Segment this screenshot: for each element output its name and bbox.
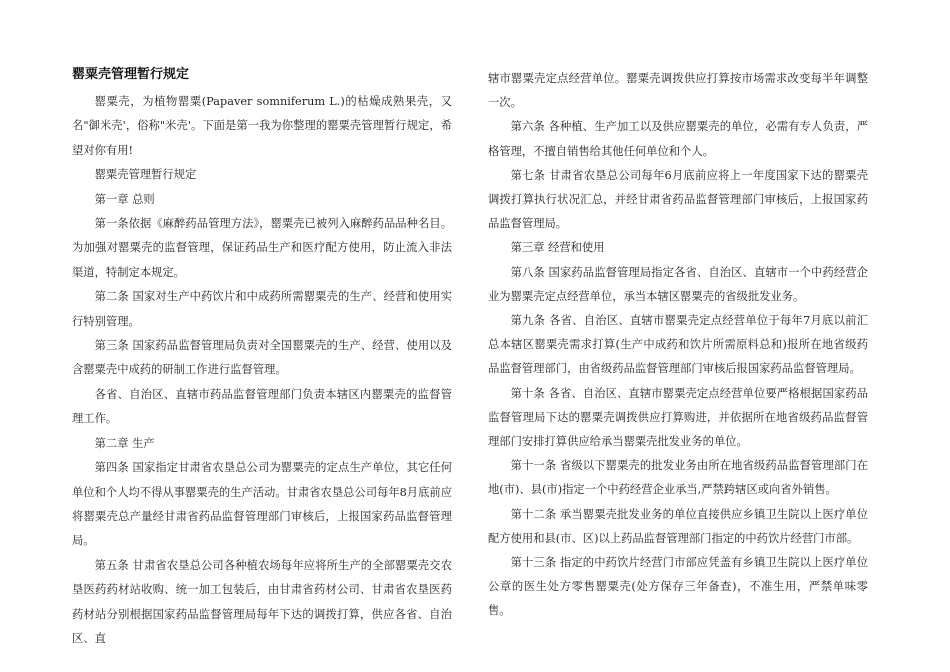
article-4: 第四条 国家指定甘肃省农垦总公司为罂粟壳的定点生产单位，其它任何单位和个人均不得从事罂粟壳的生产活动。甘肃省农垦总公司每年8月底前应将罂粟壳总产量经甘肃省药品监督管理部门审核后，上报国家药品监督管理局。 [72, 461, 452, 548]
chapter-3-heading: 第三章 经营和使用 [510, 241, 605, 255]
left-column [72, 66, 452, 651]
article-8: 第八条 国家药品监督管理局指定各省、自治区、直辖市一个中药经营企业为罂粟壳定点经营单位，承当本辖区罂粟壳的省级批发业务。 [488, 265, 868, 303]
chapter-2-heading: 第二章 生产 [94, 436, 155, 450]
article-11: 第十一条 省级以下罂粟壳的批发业务由所在地省级药品监督管理部门在地(市)、县(市)指定一个中药经营企业承当,严禁跨辖区或向省外销售。 [488, 459, 868, 497]
article-5-cont: 辖市罂粟壳定点经营单位。罂粟壳调拨供应打算按市场需求改变每半年调整一次。 [488, 72, 868, 110]
article-9: 第九条 各省、自治区、直辖市罂粟壳定点经营单位于每年7月底以前汇总本辖区罂粟壳需求打算(生产中成药和饮片所需原料总和)报所在地省级药品监督管理部门，由省级药品监督管理部门审核后报国家药品监督管理局。 [488, 314, 868, 376]
article-7: 第七条 甘肃省农垦总公司每年6月底前应将上一年度国家下达的罂粟壳调拨打算执行状况汇总，并经甘肃省药品监督管理部门审核后，上报国家药品监督管理局。 [488, 168, 868, 231]
article-10: 第十条 各省、自治区、直辖市罂粟壳定点经营单位要严格根据国家药品监督管理局下达的罂粟壳调拨供应打算购进，并依据所在地省级药品监督管理部门安排打算供应给承当罂粟壳批发业务的单位。 [488, 386, 868, 449]
article-3-cont: 各省、自治区、直辖市药品监督管理部门负责本辖区内罂粟壳的监督管理工作。 [72, 387, 452, 426]
document-title: 罂粟壳管理暂行规定 [72, 67, 190, 82]
intro-paragraph: 罂粟壳，为植物罂粟(Papaver somniferum L.)的枯燥成熟果壳，又名"御米壳'，俗称"米壳'。下面是第一我为你整理的罂粟壳管理暂行规定，希望对你有用! [72, 95, 452, 157]
chapter-1-heading: 第一章 总则 [94, 192, 155, 206]
article-12: 第十二条 承当罂粟壳批发业务的单位直接供应乡镇卫生院以上医疗单位配方使用和县(市、区)以上药品监督管理部门指定的中药饮片经营门市部。 [488, 507, 868, 545]
article-13: 第十三条 指定的中药饮片经营门市部应凭盖有乡镇卫生院以上医疗单位公章的医生处方零售罂粟壳(处方保存三年备查)，不准生用，严禁单味零售。 [488, 556, 868, 618]
article-6: 第六条 各种植、生产加工以及供应罂粟壳的单位，必需有专人负责，严格管理，不擅自销售给其他任何单位和个人。 [488, 120, 868, 158]
article-5: 第五条 甘肃省农垦总公司各种植农场每年应将所生产的全部罂粟壳交农垦医药药材站收购、统一加工包装后，由甘肃省药材公司、甘肃省农垦医药药材站分别根据国家药品监督管理局每年下达的调拨打算，供应各省、自治区、直 [72, 558, 452, 645]
article-1: 第一条依据《麻醉药品管理方法》，罂粟壳已被列入麻醉药品品种名目。为加强对罂粟壳的监督管理，保证药品生产和医疗配方使用，防止流入非法渠道，特制定本规定。 [72, 217, 452, 279]
article-2: 第二条 国家对生产中药饮片和中成药所需罂粟壳的生产、经营和使用实行特别管理。 [72, 290, 452, 328]
article-3: 第三条 国家药品监督管理局负责对全国罂粟壳的生产、经营、使用以及含罂粟壳中成药的研制工作进行监督管理。 [72, 339, 452, 377]
doc-subtitle: 罂粟壳管理暂行规定 [94, 168, 197, 182]
right-column [488, 67, 868, 624]
